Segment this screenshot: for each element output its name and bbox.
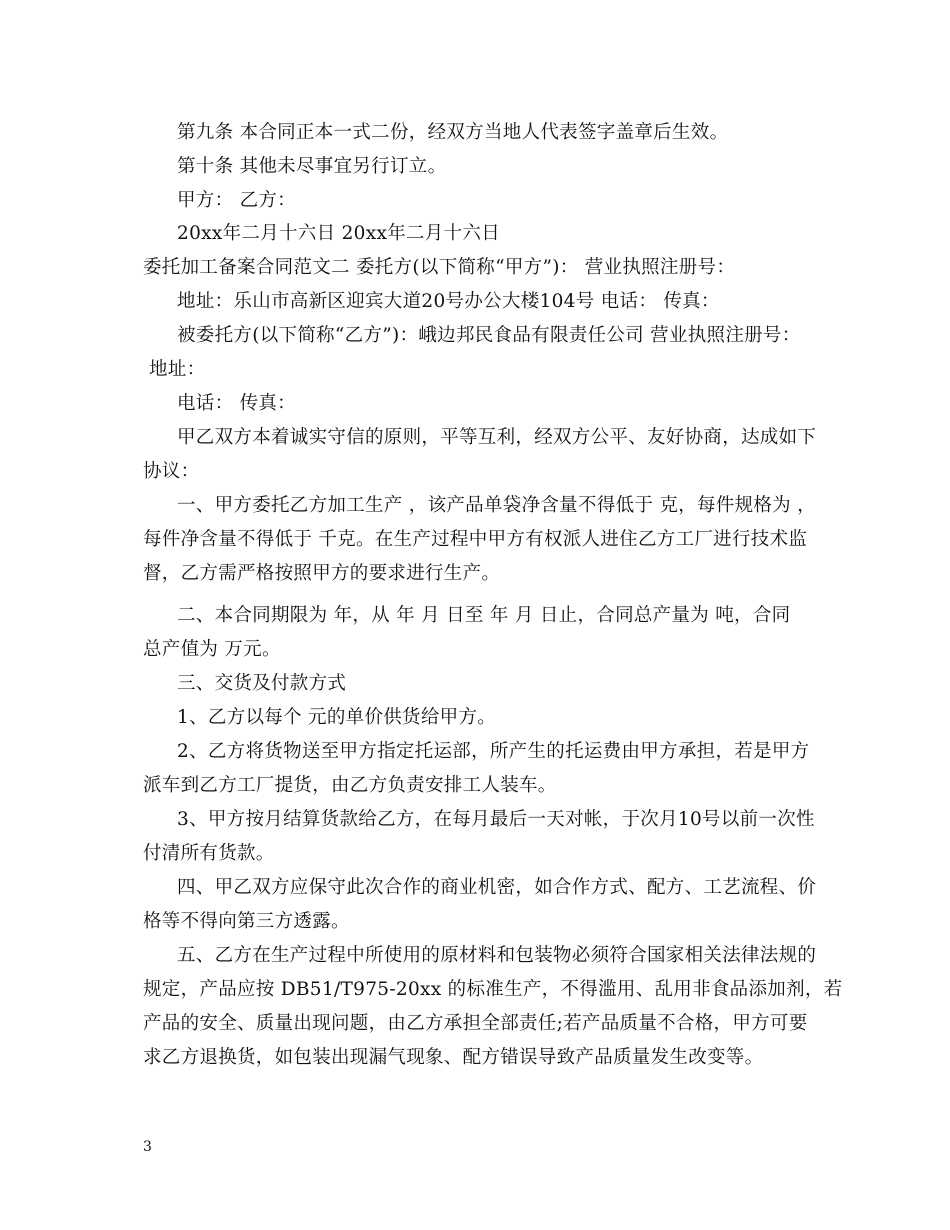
text-line: 20xx年二月十六日 20xx年二月十六日 (177, 223, 500, 244)
text-line: 3、甲方按月结算货款给乙方，在每月最后一天对帐，于次月10号以前一次性 (177, 809, 815, 830)
text-line: 规定，产品应按 DB51/T975-20xx 的标准生产，不得滥用、乱用非食品添加剂，若 (143, 979, 843, 1000)
text-line: 五、乙方在生产过程中所使用的原材料和包装物必须符合国家相关法律法规的 (177, 945, 817, 966)
text-line: 地址： (149, 359, 206, 380)
text-line: 一、甲方委托乙方加工生产 ，该产品单袋净含量不得低于 克，每件规格为 ， (177, 495, 816, 516)
text-line: 第十条 其他未尽事宜另行订立。 (177, 156, 447, 177)
text-line: 派车到乙方工厂提货，由乙方负责安排工人装车。 (143, 775, 557, 796)
text-line: 委托加工备案合同范文二 委托方(以下简称“甲方”)： 营业执照注册号： (143, 257, 736, 278)
page-number: 3 (143, 1139, 152, 1155)
text-line: 产品的安全、质量出现问题，由乙方承担全部责任;若产品质量不合格，甲方可要 (143, 1013, 808, 1034)
text-line: 地址：乐山市高新区迎宾大道20号办公大楼104号 电话： 传真： (177, 291, 720, 312)
text-line: 二、本合同期限为 年，从 年 月 日至 年 月 日止，合同总产量为 吨，合同 (177, 605, 791, 626)
text-line: 四、甲乙双方应保守此次合作的商业机密，如合作方式、配方、工艺流程、价 (177, 877, 817, 898)
text-line: 协议： (143, 461, 200, 482)
text-line: 2、乙方将货物送至甲方指定托运部，所产生的托运费由甲方承担，若是甲方 (177, 741, 810, 762)
text-line: 每件净含量不得低于 千克。在生产过程中甲方有权派人进住乙方工厂进行技术监 (143, 529, 808, 550)
text-line: 第九条 本合同正本一式二份，经双方当地人代表签字盖章后生效。 (177, 122, 729, 143)
text-line: 格等不得向第三方透露。 (143, 911, 350, 932)
text-line: 电话： 传真： (177, 393, 296, 414)
text-line: 1、乙方以每个 元的单价供货给甲方。 (177, 707, 497, 728)
text-line: 督，乙方需严格按照甲方的要求进行生产。 (143, 563, 501, 584)
text-line: 甲方： 乙方： (177, 190, 296, 211)
text-line: 三、交货及付款方式 (177, 673, 347, 694)
text-line: 付清所有货款。 (143, 843, 275, 864)
text-line: 甲乙双方本着诚实守信的原则，平等互利，经双方公平、友好协商，达成如下 (177, 427, 817, 448)
text-line: 被委托方(以下简称“乙方”)：峨边邦民食品有限责任公司 营业执照注册号： (177, 325, 801, 346)
text-line: 总产值为 万元。 (143, 639, 281, 660)
text-line: 求乙方退换货，如包装出现漏气现象、配方错误导致产品质量发生改变等。 (143, 1047, 764, 1068)
